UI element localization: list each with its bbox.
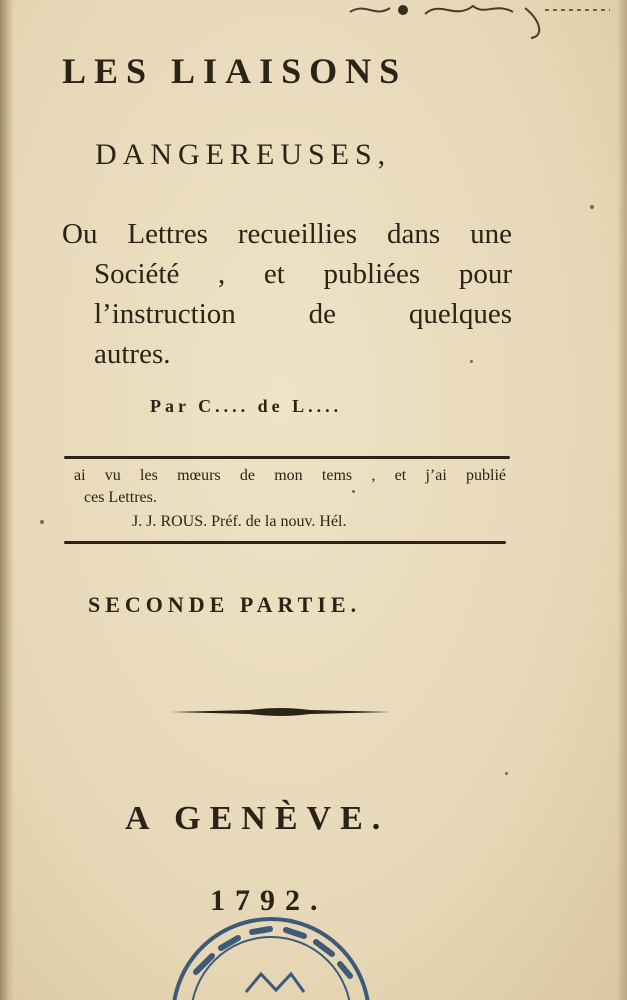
title-line-1: LES LIAISONS (62, 51, 408, 91)
epigraph-attribution: J. J. ROUS. Préf. de la nouv. Hél. (132, 513, 347, 530)
handwritten-ink-mark (345, 0, 615, 40)
subtitle-line-3: l’instruction de quelques (94, 298, 512, 330)
epigraph-line-2: ces Lettres. (84, 489, 157, 506)
paper-speck (470, 360, 473, 363)
paper-speck (505, 772, 508, 775)
subtitle-line-1: Ou Lettres recueillies dans une (62, 218, 512, 250)
epigraph-top-rule (64, 456, 510, 459)
subtitle-line-2: Société , et publiées pour (94, 258, 512, 290)
volume-part: SECONDE PARTIE. (88, 592, 362, 617)
imprint-place: A GENÈVE. (125, 800, 390, 837)
page-gutter-shadow (0, 0, 14, 1000)
epigraph-line-1: ai vu les mœurs de mon tems , et j’ai publié (74, 467, 506, 484)
epigraph (74, 465, 506, 533)
imprint-year: 1792. (210, 884, 328, 917)
library-stamp (166, 912, 376, 1000)
paper-speck (40, 520, 44, 524)
paper-speck (352, 490, 355, 493)
subtitle-line-4: autres. (94, 338, 171, 370)
ornamental-rule (170, 706, 390, 718)
title-line-2: DANGEREUSES, (95, 138, 392, 171)
subtitle (62, 214, 512, 374)
paper-speck (590, 205, 594, 209)
page-edge-shadow (617, 0, 627, 1000)
author-line: Par C.... de L.... (150, 396, 343, 416)
epigraph-bottom-rule (64, 541, 506, 544)
